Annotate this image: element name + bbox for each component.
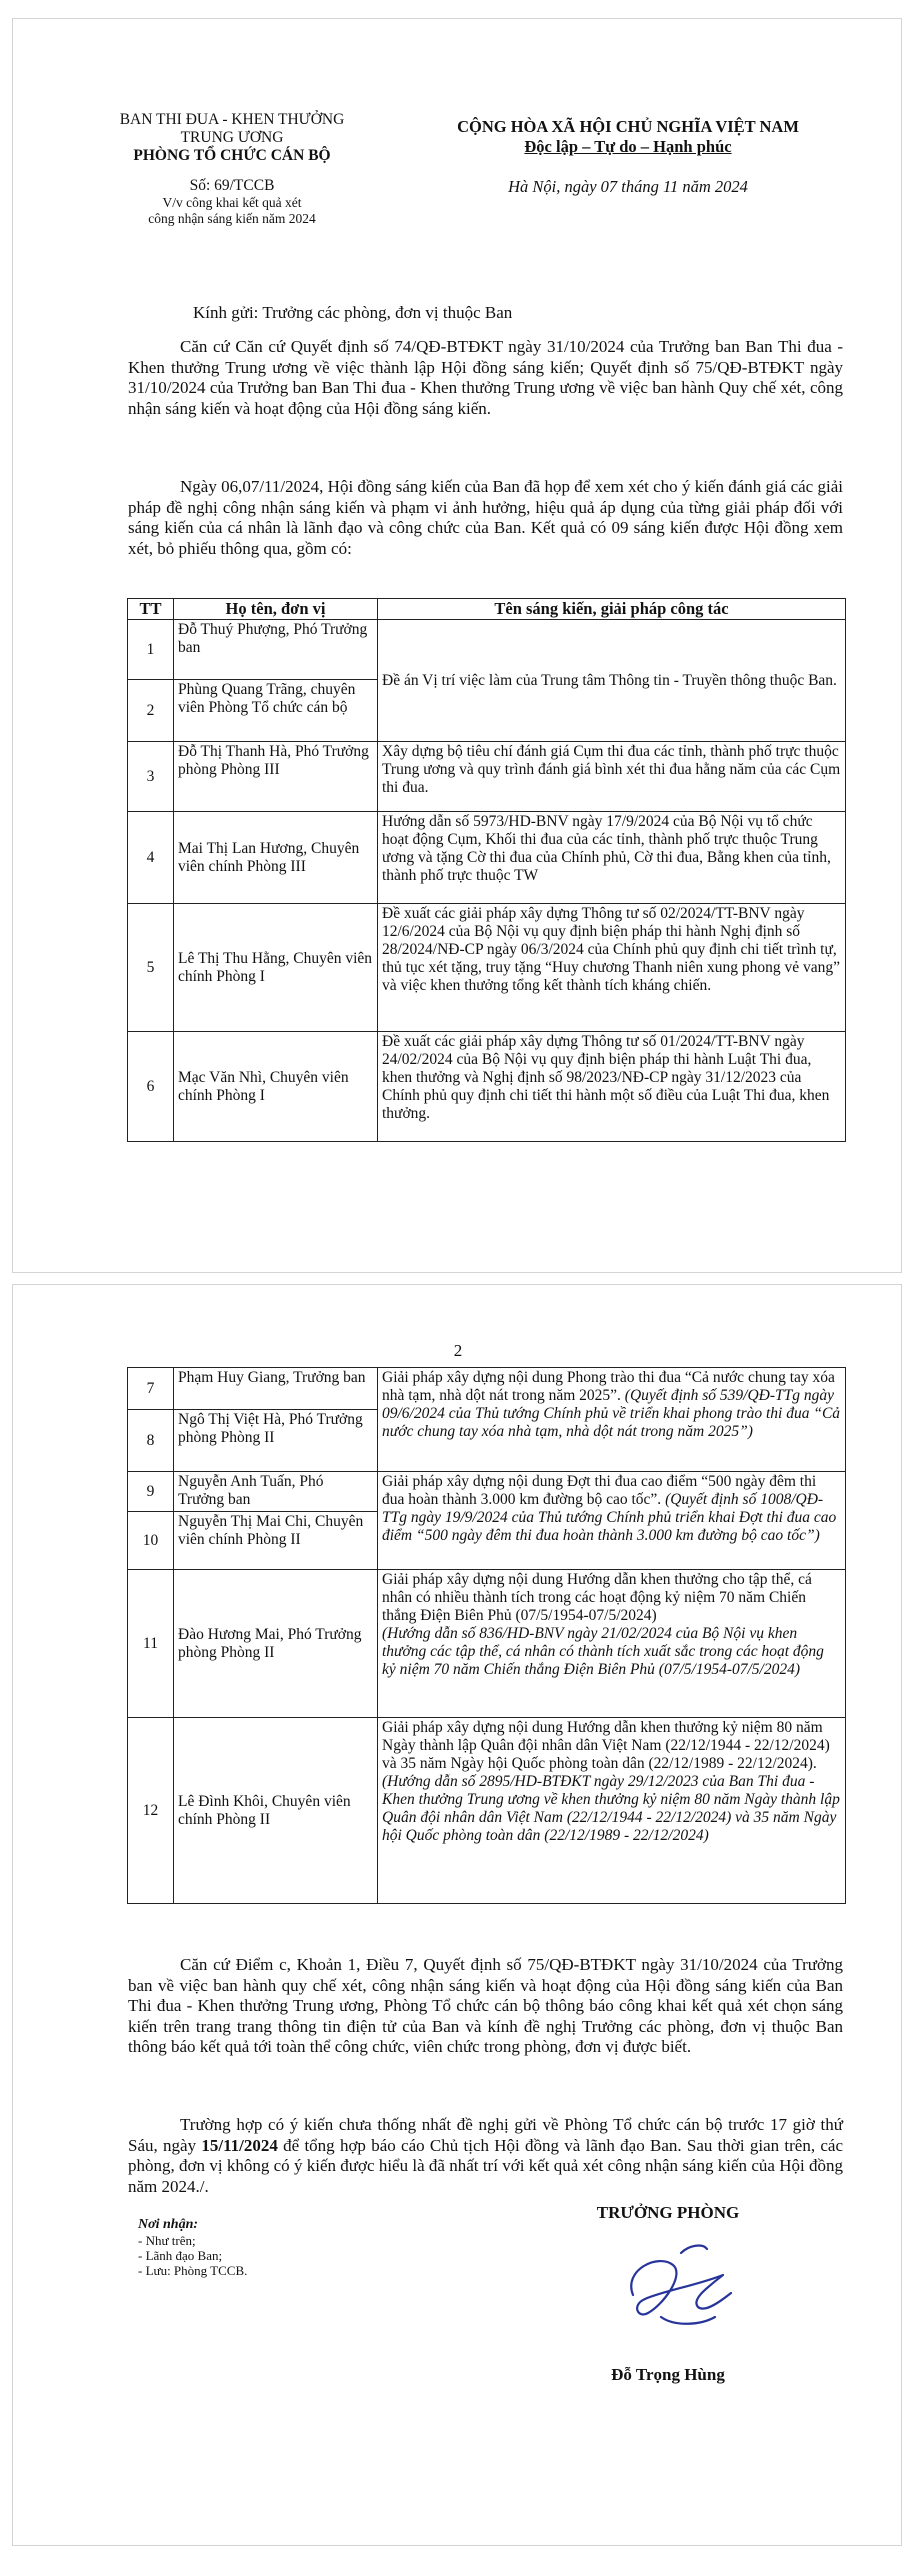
greeting: Kính gửi: Trưởng các phòng, đơn vị thuộc Ban: [193, 303, 513, 322]
paragraph-meeting-result: Ngày 06,07/11/2024, Hội đồng sáng kiến của Ban đã họp để xem xét cho ý kiến đánh giá các giải pháp đề nghị công nhận sáng kiến và phạm vi ảnh hưởng, hiệu quả áp dụng của từng giải pháp đối với sáng kiến của cá nhân là lãnh đạo và công chức của Ban. Kết quả có 09 sáng kiến được Hội đồng xem xét, bỏ phiếu thông qua, gồm có:: [128, 477, 843, 558]
table-header-row: [128, 599, 846, 620]
subject-line-1: V/v công khai kết quả xét: [162, 195, 302, 210]
department-name: PHÒNG TỔ CHỨC CÁN BỘ: [133, 147, 331, 164]
document-page-1: [12, 18, 902, 1273]
person-unit: Phạm Huy Giang, Trưởng ban: [174, 1368, 378, 1410]
initiative-title: Đề xuất các giải pháp xây dựng Thông tư số 02/2024/TT-BNV ngày 12/6/2024 của Bộ Nội vụ quy định biện pháp thi hành Nghị định số 28/2024/NĐ-CP ngày 06/3/2024 của Chính phủ quy định chi tiết trình tự, thủ tục xét tặng, truy tặng “Huy chương Thanh niên xung phong vẻ vang” và việc khen thưởng tổng kết thành tích kháng chiến.: [378, 904, 846, 1032]
person-unit: Đỗ Thị Thanh Hà, Phó Trưởng phòng Phòng III: [174, 742, 378, 812]
table-row: [128, 742, 846, 812]
initiative-reference: (Hướng dẫn số 836/HD-BNV ngày 21/02/2024 của Bộ Nội vụ khen thưởng các tập thể, cá nhân có thành tích xuất sắc trong các hoạt động kỷ niệm 70 năm Chiến thắng Điện Biên Phủ (07/5/1954-07/5/2024): [382, 1625, 824, 1678]
paragraph-legal-basis: Căn cứ Căn cứ Quyết định số 74/QĐ-BTĐKT ngày 31/10/2024 của Trưởng ban Ban Thi đua - Khen thưởng Trung ương về việc thành lập Hội đồng sáng kiến; Quyết định số 75/QĐ-BTĐKT ngày 31/10/2024 của Trưởng ban Ban Thi đua - Khen thưởng Trung ương về việc ban hành Quy chế xét, công nhận sáng kiến và hoạt động của Hội đồng sáng kiến.: [128, 337, 843, 418]
initiative-title: [378, 1368, 846, 1472]
page-number: 2: [453, 1341, 463, 1360]
header-left: [107, 111, 357, 227]
column-header: TT: [128, 599, 174, 620]
recipient-item: - Như trên;: [138, 2233, 196, 2248]
paragraph-announcement: Căn cứ Điểm c, Khoản 1, Điều 7, Quyết định số 75/QĐ-BTĐKT ngày 31/10/2024 của Trưởng ban về việc ban hành quy chế xét, công nhận sáng kiến và hoạt động của Hội đồng sáng kiến của Ban Thi đua - Khen thưởng Trung ương, Phòng Tổ chức cán bộ thông báo công khai kết quả xét chọn sáng kiến trên trang trang thông tin điện tử của Ban và kính đề nghị Trưởng các phòng, đơn vị thuộc Ban thông báo kết quả tới toàn thể công chức, viên chức trong phòng, đơn vị được biết.: [128, 1955, 843, 2056]
person-unit: Ngô Thị Việt Hà, Phó Trưởng phòng Phòng II: [174, 1410, 378, 1472]
row-number: 3: [128, 742, 174, 812]
initiative-reference: (Quyết định số 1008/QĐ-TTg ngày 19/9/2024 của Thủ tướng Chính phủ triển khai Đợt thi đua cao điểm “500 ngày đêm thi đua hoàn thành 3.000 km đường bộ cao tốc”): [382, 1491, 837, 1544]
header-right: [413, 117, 843, 197]
recipient-item: - Lưu: Phòng TCCB.: [138, 2263, 248, 2278]
document-page-2: [12, 1284, 902, 2546]
deadline-date: 15/11/2024: [201, 2135, 278, 2155]
row-number: 11: [128, 1570, 174, 1718]
column-header: Tên sáng kiến, giải pháp công tác: [378, 599, 846, 620]
table-row: [128, 1718, 846, 1904]
person-unit: Mạc Văn Nhì, Chuyên viên chính Phòng I: [174, 1032, 378, 1142]
row-number: 2: [128, 680, 174, 742]
feedback-text-end: để tổng hợp báo cáo Chủ tịch Hội đồng và lãnh đạo Ban. Sau thời gian trên, các phòng, đơn vị không có ý kiến được hiểu là đã nhất trí với kết quả xét công nhận sáng kiến của Hội đồng năm 2024./.: [128, 2135, 843, 2196]
person-unit: Lê Thị Thu Hằng, Chuyên viên chính Phòng I: [174, 904, 378, 1032]
initiative-title: Hướng dẫn số 5973/HD-BNV ngày 17/9/2024 của Bộ Nội vụ tổ chức hoạt động Cụm, Khối thi đua của các tỉnh, thành phố trực thuộc Trung ương và tặng Cờ thi đua của Chính phủ, Cờ thi đua, Bằng khen của tỉnh, thành phố trực thuộc TW: [378, 812, 846, 904]
row-number: 1: [128, 620, 174, 680]
row-number: 4: [128, 812, 174, 904]
person-unit: Nguyễn Anh Tuấn, Phó Trưởng ban: [174, 1472, 378, 1512]
table-row: [128, 1368, 846, 1410]
person-unit: Đào Hương Mai, Phó Trưởng phòng Phòng II: [174, 1570, 378, 1718]
person-unit: Nguyễn Thị Mai Chi, Chuyên viên chính Phòng II: [174, 1512, 378, 1570]
table-row: [128, 812, 846, 904]
initiative-title: Đề xuất các giải pháp xây dựng Thông tư số 01/2024/TT-BNV ngày 24/02/2024 của Bộ Nội vụ quy định biện pháp thi hành Luật Thi đua, khen thưởng và Nghị định số 98/2023/NĐ-CP ngày 31/12/2023 của Chính phủ quy định chi tiết thi hành một số điều của Luật Thi đua, khen thưởng.: [378, 1032, 846, 1142]
row-number: 6: [128, 1032, 174, 1142]
signer-name: Đỗ Trọng Hùng: [611, 2365, 725, 2384]
paragraph-feedback-deadline: [128, 2115, 843, 2197]
person-unit: Mai Thị Lan Hương, Chuyên viên chính Phòng III: [174, 812, 378, 904]
initiative-title: [378, 1570, 846, 1718]
initiative-text: Giải pháp xây dựng nội dung Hướng dẫn khen thưởng cho tập thể, cá nhân có nhiều thành tích trong các hoạt động kỷ niệm 70 năm Chiến thắng Điện Biên Phủ (07/5/1954-07/5/2024): [382, 1571, 812, 1624]
initiatives-table-2: [127, 1367, 846, 1904]
initiative-title: Đề án Vị trí việc làm của Trung tâm Thông tin - Truyền thông thuộc Ban.: [378, 620, 846, 742]
initiatives-table-1: [127, 598, 846, 1142]
initiative-title: Xây dựng bộ tiêu chí đánh giá Cụm thi đua các tỉnh, thành phố trực thuộc Trung ương và quy trình đánh giá bình xét thi đua hằng năm của các Cụm thi đua.: [378, 742, 846, 812]
initiative-text: Giải pháp xây dựng nội dung Đợt thi đua cao điểm “500 ngày đêm thi đua hoàn thành 3.000 km đường bộ cao tốc”.: [382, 1473, 817, 1508]
recipients-title: Nơi nhận:: [138, 2217, 199, 2232]
person-unit: Đỗ Thuý Phượng, Phó Trưởng ban: [174, 620, 378, 680]
table-row: [128, 1472, 846, 1512]
signature: [603, 2235, 753, 2345]
national-title: CỘNG HÒA XÃ HỘI CHỦ NGHĨA VIỆT NAM: [457, 117, 799, 136]
initiative-title: [378, 1718, 846, 1904]
table-row: [128, 620, 846, 680]
row-number: 12: [128, 1718, 174, 1904]
row-number: 7: [128, 1368, 174, 1410]
person-unit: Lê Đình Khôi, Chuyên viên chính Phòng II: [174, 1718, 378, 1904]
feedback-text-start: Trường hợp có ý kiến chưa thống nhất đề nghị gửi về Phòng Tổ chức cán bộ trước 17 giờ thứ Sáu, ngày: [128, 2115, 843, 2155]
document-number: Số: 69/TCCB: [189, 177, 275, 194]
initiative-reference: (Quyết định số 539/QĐ-TTg ngày 09/6/2024 của Thủ tướng Chính phủ về triển khai phong trào thi đua “Cả nước chung tay xóa nhà tạm, nhà dột nát trong năm 2025”): [382, 1387, 841, 1440]
row-number: 9: [128, 1472, 174, 1512]
initiative-text: Giải pháp xây dựng nội dung Phong trào thi đua “Cả nước chung tay xóa nhà tạm, nhà dột nát trong năm 2025”.: [382, 1369, 835, 1404]
row-number: 5: [128, 904, 174, 1032]
signer-title: TRƯỞNG PHÒNG: [596, 2203, 740, 2222]
initiative-reference: (Hướng dẫn số 2895/HD-BTĐKT ngày 29/12/2023 của Ban Thi đua - Khen thưởng Trung ương về khen thưởng kỷ niệm 80 năm Ngày thành lập Quân đội nhân dân Việt Nam (22/12/1944 - 22/12/2024) và 35 năm Ngày hội Quốc phòng toàn dân (22/12/1989 - 22/12/2024): [382, 1773, 840, 1844]
subject-line-2: công nhận sáng kiến năm 2024: [148, 211, 316, 226]
document-date: Hà Nội, ngày 07 tháng 11 năm 2024: [508, 177, 748, 196]
organization-line-1: BAN THI ĐUA - KHEN THƯỞNG: [119, 111, 345, 128]
initiative-text: Giải pháp xây dựng nội dung Hướng dẫn khen thưởng kỷ niệm 80 năm Ngày thành lập Quân đội nhân dân Việt Nam (22/12/1944 - 22/12/2024) và 35 năm Ngày hội Quốc phòng toàn dân (22/12/1989 - 22/12/2024).: [382, 1719, 830, 1772]
national-motto: Độc lập – Tự do – Hạnh phúc: [524, 137, 732, 156]
table-row: [128, 1570, 846, 1718]
row-number: 8: [128, 1410, 174, 1472]
row-number: 10: [128, 1512, 174, 1570]
initiative-title: [378, 1472, 846, 1570]
person-unit: Phùng Quang Trãng, chuyên viên Phòng Tổ chức cán bộ: [174, 680, 378, 742]
column-header: Họ tên, đơn vị: [174, 599, 378, 620]
table-row: [128, 1032, 846, 1142]
table-row: [128, 904, 846, 1032]
organization-line-2: TRUNG ƯƠNG: [180, 129, 284, 146]
recipients-block: [138, 2217, 438, 2278]
recipient-item: - Lãnh đạo Ban;: [138, 2248, 223, 2263]
